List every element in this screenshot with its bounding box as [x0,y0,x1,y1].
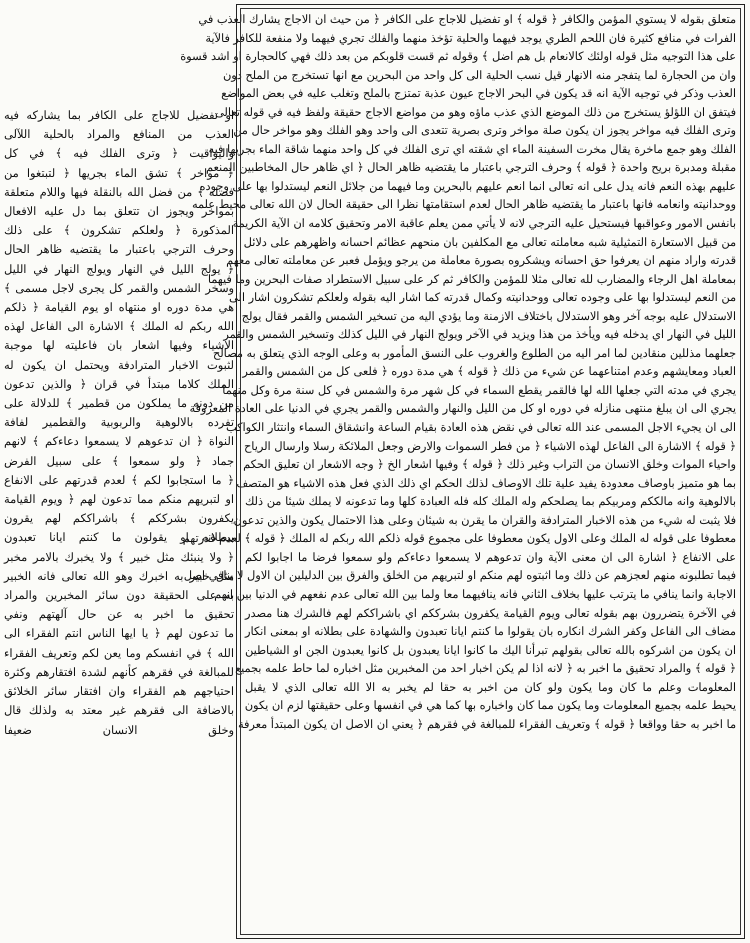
main-line: ﴿ قوله ﴾ الاشارة الى الفاعل لهذه الاشياء ﴿ من فطر السموات والارض وجعل الملائكة رسلا وارسال الرياح [244,439,736,453]
margin-line: جماد ﴿ ولو سمعوا ﴾ على سبيل الفرض [4,453,234,468]
margin-line: الله ربكم له الملك ﴾ الاشارة الى الفاعل لهذه [4,319,234,334]
main-line: بالالوهية وانه مالككم ومربيكم بما يصلحكم وله الملك كله فله العبادة كلها وما تدعونه لا يملك شيئا من ذلك [245,495,736,509]
main-line: على هذا التوجيه مثل قوله اولئك كالانعام بل هم اضل ﴾ وقوله ثم قست قلوبكم من بعد ذلك فهي كالحجارة او اشد قسوة [180,50,736,64]
main-line: متعلق بقوله لا يستوي المؤمن والكافر ﴿ قوله ﴾ او تفضيل للاجاج على الكافر ﴿ من حيث ان الاجاج يشارك العذب في [198,13,736,26]
main-line: عليهم بهذه النعم فانه يدل على انه تعالى انما انعم عليهم بالبحرين وما فيهما من جلائل النعم ليستدلوا بها على وجوده [199,179,736,193]
main-line: الى ان يجيء الاجل المسمى عند الله تعالى في نقض هذه العادة بقيام الساعة وانشقاق السماء وانتثار الكواكب [226,421,736,435]
main-line: ووحدانيته وانعامه فانها باعتبار ما يقتضيه ظاهر الحال لعدم استقامتها نظرا الى حقيقة الحال لان الله تعالى محيط علمه [191,198,736,212]
main-line: في الآخرة يتضررون بهم بقوله تعالى ويوم القيامة يكفرون بشرككم اي باشراككم لهم فالشرك هنا مصدر [245,606,736,620]
margin-line: بمواخر ويجوز ان تتعلق بما دل عليه الافعال [4,204,234,219]
main-line: بانفس الامور وعواقبها فيستحيل عليه الترجي لانه لا يأتي ممن يعلم عاقبة الامر وتحقيق كلامه ان الآية الكريمة [232,217,736,231]
main-line: قدرته واراد منهم ان يعرفوا حق احسانه ويشكروه بصورة معاملة من يرجو ويؤمل فعبر عن معاملته تعالى معهم [226,254,736,268]
main-line: معطوفا على قوله له الملك وعلى الاول يكون معطوفا على مجموع قوله ذلكم الله ربكم له الملك ﴿ قوله ﴾ لعدم قدرتهم [182,532,736,546]
margin-line: لثبوت الاخبار المترادفة ويحتمل ان يكون له [4,357,234,372]
main-line: يجري في مدته التي جعلها الله لها فالقمر يقطع السماء في كل شهر مرة والشمس في كل سنة مرة وكل منهما [222,383,736,397]
margin-line: من دونه ما يملكون من قطمير ﴾ للدلالة على [4,396,234,411]
main-text-block [180,11,736,734]
margin-line: ببطلانه او يقولون ما كنتم ايانا تعبدون [4,530,234,545]
margin-line: احتياجهم هم الفقراء وان افتقار سائر الخلائق [4,684,234,699]
main-line: على الانفاع ﴿ اشارة الى ان معنى الآية وان تدعوهم لا يسمعوا دعاءكم ولو سمعوا فرضا ما اجابوا لكم [245,550,736,564]
margin-line: العذب من المنافع والمراد بالحلية اللآلى [4,127,234,142]
margin-line: ما تدعون لهم ﴿ يا ايها الناس انتم الفقراء الى [4,626,234,641]
main-line: واحياء الموات وخلق الانسان من التراب وغير ذلك ﴿ قوله ﴾ وفيها اشعار الخ ﴿ وجه الاشعار ان تعليق الحكم [243,458,736,472]
margin-line: للمبالغة في فقرهم كأنهم لشدة افتقارهم وكثرة [4,664,234,679]
main-line: الفرات في منافع كثيرة فان اللحم الطري يوجد فيهما والحلية تؤخذ منهما والفلك تجري فيهما ولا منفعة للكافر فالآية [205,31,736,45]
main-line: ان يكون من اشركوه بالله تعالى بقولهم تبرأنا اليك ما كانوا ايانا يعبدون بل كانوا يعبدون الجن او الشياطين [245,643,736,657]
margin-line: ﴿ مواخر ﴾ تشق الماء بجريها ﴿ لتبتغوا من [4,165,234,180]
margin-line: تحقيق ما اخبر به عن حال آلهتهم ونفي [4,607,234,622]
margin-line: وسخر الشمس والقمر كل يجرى لاجل مسمى ﴾ [4,280,234,295]
main-line: ما اخبر به حقا وواقعا ﴿ قوله ﴾ وتعريف الفقراء للمبالغة في فقرهم ﴿ يعني ان الاصل ان يكون المبتدأ معرفة [237,717,736,731]
margin-line: الله ﴾ في انفسكم وما يعن لكم وتعريف الفقراء [4,645,234,660]
main-line: فيتفق ان اللؤلؤ يستخرج من ذلك الموضع الذي عذب ماؤه وهو من مواضع الاجاج حقيقة ولفظ فيه في قوله تعالى [215,105,736,119]
main-line: مقبلة ومدبرة بريح واحدة ﴿ قوله ﴾ وحرف الترجي باعتبار ما يقتضيه ظاهر الحال ﴿ اي ظاهر حال المخاطبين المنعم [206,161,736,175]
margin-line: به على الحقيقة دون سائر المخبرين والمراد [4,588,234,603]
main-line: من قبيل الاستعارة التمثيلية شبه معاملته تعالى مع المكلفين بان منحهم عظائم احسانه واظهرهم على دلائل [243,235,736,249]
margin-line: بالاضافة الى فقرهم غير معتد به ولذلك قال [4,703,234,718]
margin-line: ﴿ ولا ينبئك مثل خبير ﴾ ولا يخبرك بالامر مخبر [4,549,234,564]
margin-line: يكفرون بشرككم ﴾ باشراككم لهم يقرون [4,511,234,526]
main-line: من النعم ليستدلوا بها على وجوده تعالى ووحدانيته وكمال قدرته كما اشار اليه بقوله ولعلكم تشكرون اشار الى [228,291,736,305]
margin-line: ﴿ يولج الليل في النهار ويولج النهار في الليل [4,261,234,276]
margin-line: فضله ﴾ من فضل الله بالنقلة فيها واللام متعلقة [4,184,234,199]
main-line: مضاف الى الفاعل وكفر الشرك انكاره بان يقولوا ما كنتم ايانا تعبدون والشهادة على بطلانه او بمعنى انكار [245,625,736,639]
margin-line: واليواقيت ﴿ وترى الفلك فيه ﴾ في كل [4,146,234,161]
margin-line: وحرف الترجي باعتبار ما يقتضيه ظاهر الحال [4,242,234,257]
margin-line: تفرده بالالوهية والربوبية والقطمير لفافة [4,415,234,430]
main-line: يحيط علمه بجميع المعلومات وما يكون مما كان واخباره بها كما هي في انفسها وعلى حقيقتها لزم ان يكون [244,699,736,713]
margin-line: وخلق الانسان ضعيفا [4,722,234,737]
main-line: ﴿ قوله ﴾ والمراد تحقيق ما اخبر به ﴿ لانه اذا لم يكن اخبار احد من المخبرين مثل اخباره لما حاط علمه بجميع [235,662,736,676]
main-line: المعلومات وعلم ما كان وما يكون ولو كان من اخبر به حقا لم يخبر به الا الله تعالى الذي لا يقبل [245,680,736,694]
main-line: فلا يثبت له شيء من هذه الاخبار المترادفة والقران ما يقرن به شيئان وعلى هذا الاحتمال يكون والذين تدعون [233,513,736,527]
margin-line: او لتبريهم منكم مما تدعون لهم ﴿ ويوم القيامة [4,492,234,507]
main-line: بمعاملة اهل الرجاء والمضارب لله تعالى مثلا للمؤمن والكافر ثم كر على سبيل الاستطراد صفات البحرين وما فيهما [207,272,736,286]
main-line: الاستدلال عليه بوجه آخر وهو الاستدلال باختلاف الازمنة وما يؤدي اليه من تسخير الشمس والقمر فقال يولج [241,309,736,323]
main-line: العذب وذكر في توجيه الآية انه قد يكون في البحر الاجاج عيون عذبة تمتزج بالملح وتغلب عليه في بعض المواضع [221,87,736,101]
margin-commentary [4,106,234,906]
main-line: الفلك وهو جمع ماخرة يقال مخرت السفينة الماء اي شقته اي ترى الفلك في كل واحد منهما شاقة الماء بجريها فيه [208,142,736,156]
margin-line: المذكورة ﴿ ولعلكم تشكرون ﴾ على ذلك [4,223,234,238]
main-line: الليل في النهار اي يدخله فيه ويأخذ من هذا ويزيد في الآخر ويولج النهار في الليل كذلك وتسخير الشمس والقمر [223,328,736,342]
main-line: العباد ومعايشهم وعدم امتناعهما عن شيء من ذلك ﴿ قوله ﴾ هي مدة دوره ﴿ فلعى كل من الشمس والقمر [242,365,736,379]
margin-line: ﴿ ما استجابوا لكم ﴾ لعدم قدرتهم على الانفاع [4,472,234,487]
main-line: بما هو متميز باوصاف معدودة يفيد علية تلك الاوصاف لذلك الحكم اي ذلك الذي فعل هذه الاشياء هو المتصف [236,476,736,490]
margin-line: او تفضيل للاجاج على الكافر بما يشاركه فيه [4,108,234,122]
main-line: الاجابة وانما ينافي ما يترتب عليها بخلاف الثاني فانه ينافيهما معا ولما بين الله تعالى عدم نفعهم في الدنيا بين انهم [214,587,736,601]
main-line: جعلهما مذللين منقادين لما امر اليه من الطلوع والغروب على النسق المأمور به وعلى الوجه الذي يتعلق به مصالح [212,346,736,360]
main-line: فيما تطلبونه منهم لعجزهم عن ذلك وما اثبتوه لهم منكم او لتبريهم من الخلق والفرق بين الدليلين ان الاول لا ينافي اصل [183,569,736,583]
main-line: وترى الفلك فيه مواخر يجوز ان يكون صلة مواخر وترى بصرية تتعدى الى واحد وهو الفلك وهو مواخر حال من [233,124,736,138]
margin-line: الاشياء وفيها اشعار بان فاعليته لها موجبة [4,338,234,353]
main-line: يجري الى ان يبلغ منتهى منازله في دوره او كل من الليل والنهار والشمس والقمر يجري في الدنيا على العادة المعروفة [189,402,736,416]
margin-line: مثل خبير به اخبرك وهو الله تعالى فانه الخبير [4,568,234,583]
margin-line: النواة ﴿ ان تدعوهم لا يسمعوا دعاءكم ﴾ لانهم [4,434,234,449]
main-line: وان من الحجارة لما يتفجر منه الانهار قيل نسب الحلية الى كل واحد من البحرين مع انها تستخرج من الملح دون [222,68,736,82]
margin-line: هي مدة دوره او منتهاه او يوم القيامة ﴿ ذلكم [4,300,234,315]
margin-line: الملك كلاما مبتدأ في قران ﴿ والذين تدعون [4,376,234,391]
main-text-frame [180,4,745,939]
